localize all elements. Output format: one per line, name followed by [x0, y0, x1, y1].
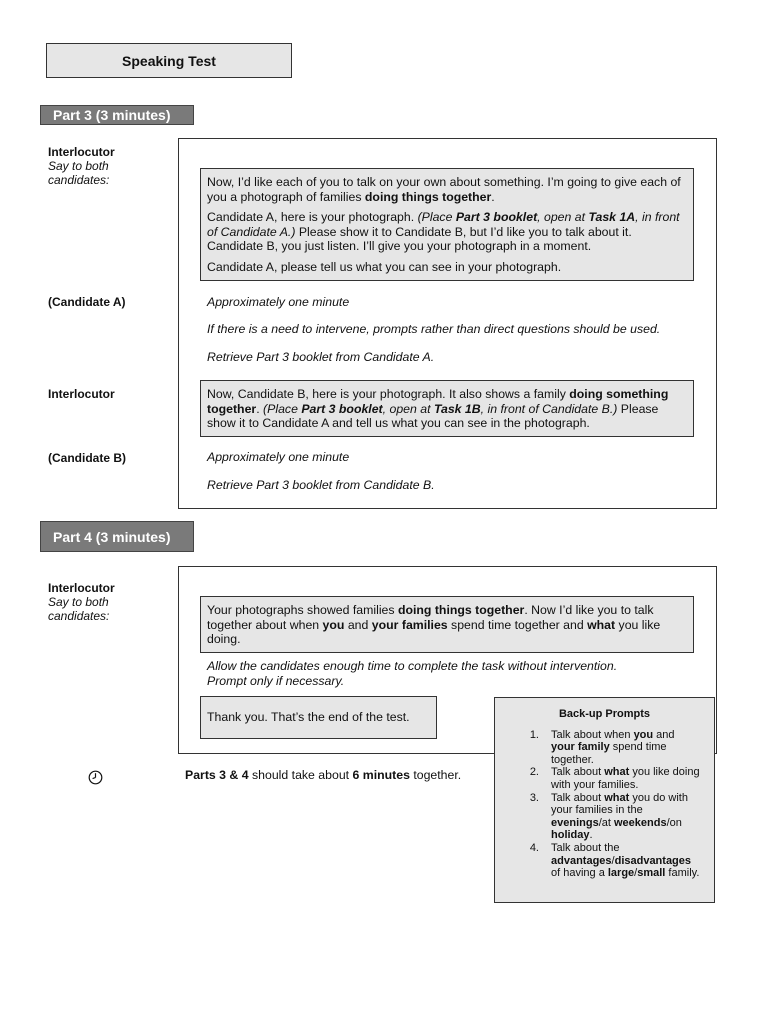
- part4-interlocutor-role: [48, 581, 115, 623]
- backup-prompt-item: 3. Talk about what you do with your families in the evenings/at weekends/on holiday.: [529, 791, 688, 842]
- script1-para1: Now, I’d like each of you to talk on your own about something. I’m going to give each of you a photograph of families doing things together.: [207, 175, 681, 204]
- script2-para: Now, Candidate B, here is your photograph. It also shows a family doing something together. (Place Part 3 booklet, open at Task 1B, in front of Candidate B.) Please show it to Candidate A and tell us what you can see in the photograph.: [207, 387, 669, 430]
- part4-note-line1: Allow the candidates enough time to complete the task without intervention.: [207, 659, 618, 673]
- part3-interlocutor-role: [48, 145, 115, 187]
- part3-header: [40, 105, 194, 125]
- part4-say-to-both-line1: Say to both: [48, 595, 109, 609]
- timing-note: Parts 3 & 4 should take about 6 minutes together.: [185, 768, 462, 782]
- part4-script-para: Your photographs showed families doing things together. Now I’d like you to talk together about when you and your families spend time together and what you like doing.: [207, 603, 661, 646]
- candidate-a-role: [48, 295, 126, 309]
- thanks-text: Thank you. That’s the end of the test.: [207, 710, 410, 725]
- backup-prompt-item: 4. Talk about the advantages/disadvantages of having a large/small family.: [529, 841, 700, 880]
- script1-para2: Candidate A, here is your photograph. (Place Part 3 booklet, open at Task 1A, in front of Candidate A.) Please show it to Candidate B, but I’d like you to talk about it. Candidate B, you just listen. I’ll give you your photograph in a moment.: [207, 210, 680, 253]
- candidate-a-label: (Candidate A): [48, 295, 126, 309]
- backup-prompts-box: [494, 697, 715, 903]
- part4-header: [40, 521, 194, 552]
- script1-para3: Candidate A, please tell us what you can see in your photograph.: [207, 259, 562, 274]
- part3-interlocutor2-role: [48, 387, 115, 401]
- candidate-a-note-3: Retrieve Part 3 booklet from Candidate A.: [207, 350, 435, 364]
- backup-prompt-item: 2. Talk about what you like doing with your families.: [529, 766, 700, 791]
- page-title: [46, 43, 292, 78]
- interlocutor2-label: Interlocutor: [48, 387, 115, 401]
- candidate-b-role: [48, 451, 126, 465]
- backup-prompts-title: Back-up Prompts: [558, 708, 651, 720]
- interlocutor-label: Interlocutor: [48, 145, 115, 159]
- clock-icon: [88, 770, 103, 790]
- backup-prompt-item: 1. Talk about when you and your family spend time together.: [529, 728, 675, 766]
- say-to-both-line2: candidates:: [48, 173, 110, 187]
- part4-say-to-both-line2: candidates:: [48, 609, 110, 623]
- thanks-box: [200, 696, 437, 739]
- part4-script-box: [200, 596, 694, 653]
- candidate-a-note-2: If there is a need to intervene, prompts rather than direct questions should be used.: [207, 322, 661, 336]
- part4-header-text: Part 4 (3 minutes): [53, 528, 171, 545]
- backup-prompts-list: [495, 729, 714, 880]
- part4-interlocutor-label: Interlocutor: [48, 581, 115, 595]
- say-to-both-line1: Say to both: [48, 159, 109, 173]
- candidate-a-note-1: Approximately one minute: [207, 295, 350, 309]
- part4-note-line2: Prompt only if necessary.: [207, 673, 345, 688]
- page-title-text: Speaking Test: [122, 52, 216, 69]
- candidate-b-note-2: Retrieve Part 3 booklet from Candidate B.: [207, 478, 435, 492]
- candidate-b-label: (Candidate B): [48, 451, 126, 465]
- part3-script-box-2: [200, 380, 694, 437]
- part4-note: [207, 659, 617, 688]
- part3-header-text: Part 3 (3 minutes): [53, 107, 171, 123]
- part3-script-box-1: [200, 168, 694, 281]
- candidate-b-note-1: Approximately one minute: [207, 450, 350, 464]
